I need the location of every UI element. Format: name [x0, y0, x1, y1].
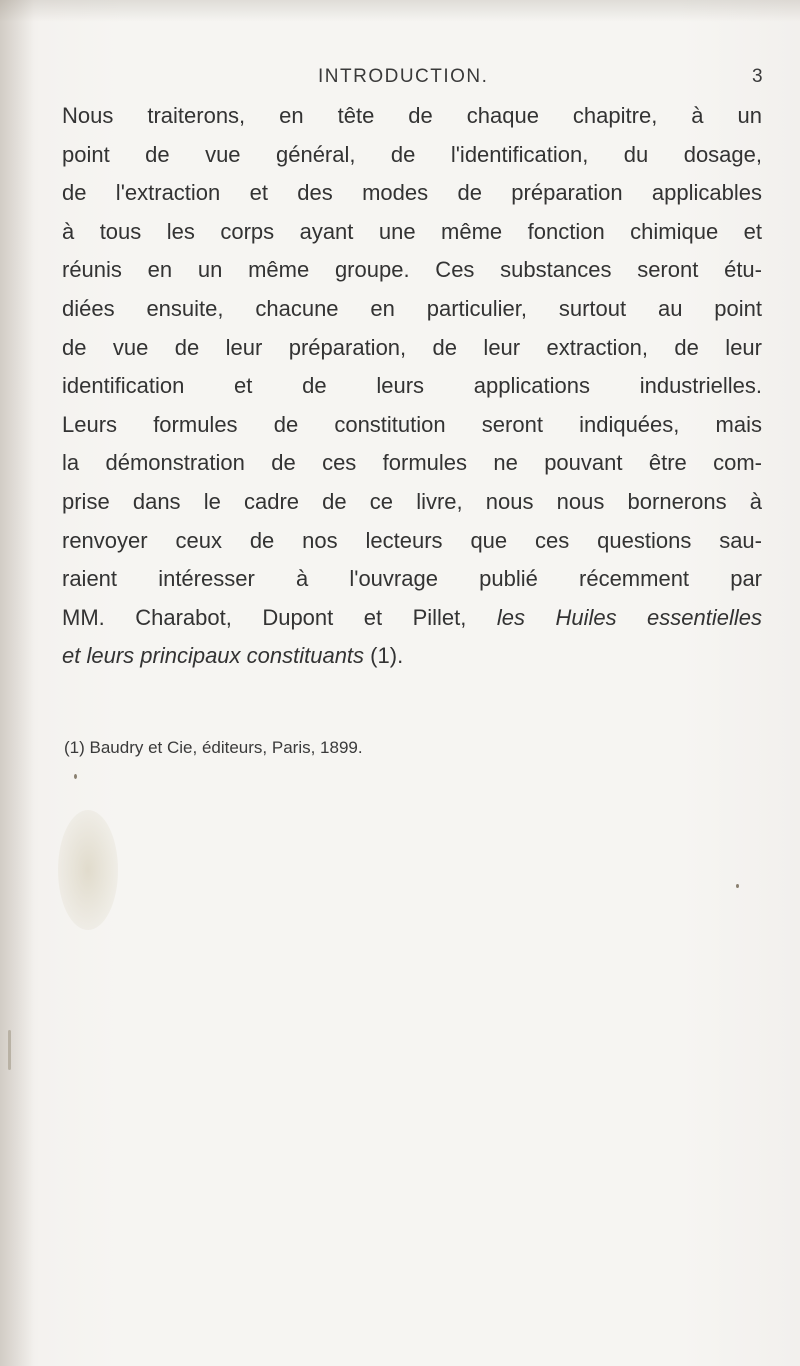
page-number: 3 [752, 66, 763, 87]
text-line: Nous traiterons, en tête de chaque chapitre, à un [62, 103, 762, 128]
paper-speck [736, 884, 739, 888]
citation-title-part-1: les Huiles essentielles [496, 604, 763, 630]
paper-speck [74, 774, 77, 779]
text-line: point de vue général, de l'identification, du dosage, [62, 141, 762, 167]
text-line: de vue de leur préparation, de leur extraction, de leur [62, 334, 762, 360]
text-line: diées ensuite, chacune en particulier, surtout au point [62, 295, 762, 321]
text-line: de l'extraction et des modes de préparation applicables [62, 180, 762, 206]
running-title: INTRODUCTION. [318, 66, 489, 87]
text-line-citation [62, 599, 762, 638]
citation-authors: MM. Charabot, Dupont et Pillet, [62, 604, 497, 630]
text-line: Leurs formules de constitution seront indiquées, mais [62, 411, 762, 437]
text-line: prise dans le cadre de ce livre, nous nous bornerons à [62, 488, 762, 514]
text-line: réunis en un même groupe. Ces substances seront étu- [62, 257, 762, 283]
paper-speck [8, 1030, 11, 1070]
text-line: à tous les corps ayant une même fonction chimique et [62, 218, 762, 244]
page-top-shadow [0, 0, 800, 22]
text-line: raient intéresser à l'ouvrage publié récemment par [62, 566, 762, 592]
footnote: (1) Baudry et Cie, éditeurs, Paris, 1899. [64, 738, 363, 757]
body-paragraph [62, 97, 762, 676]
citation-title-part-2: et leurs principaux constituants [62, 643, 365, 669]
page-gutter-shadow [0, 0, 34, 1366]
text-line: la démonstration de ces formules ne pouvant être com- [62, 450, 762, 476]
text-line: renvoyer ceux de nos lecteurs que ces questions sau- [62, 527, 762, 553]
footnote-reference: (1). [364, 643, 404, 669]
text-line: identification et de leurs applications industrielles. [62, 373, 762, 399]
text-line-citation-end [62, 637, 762, 676]
paper-stain [58, 810, 118, 930]
